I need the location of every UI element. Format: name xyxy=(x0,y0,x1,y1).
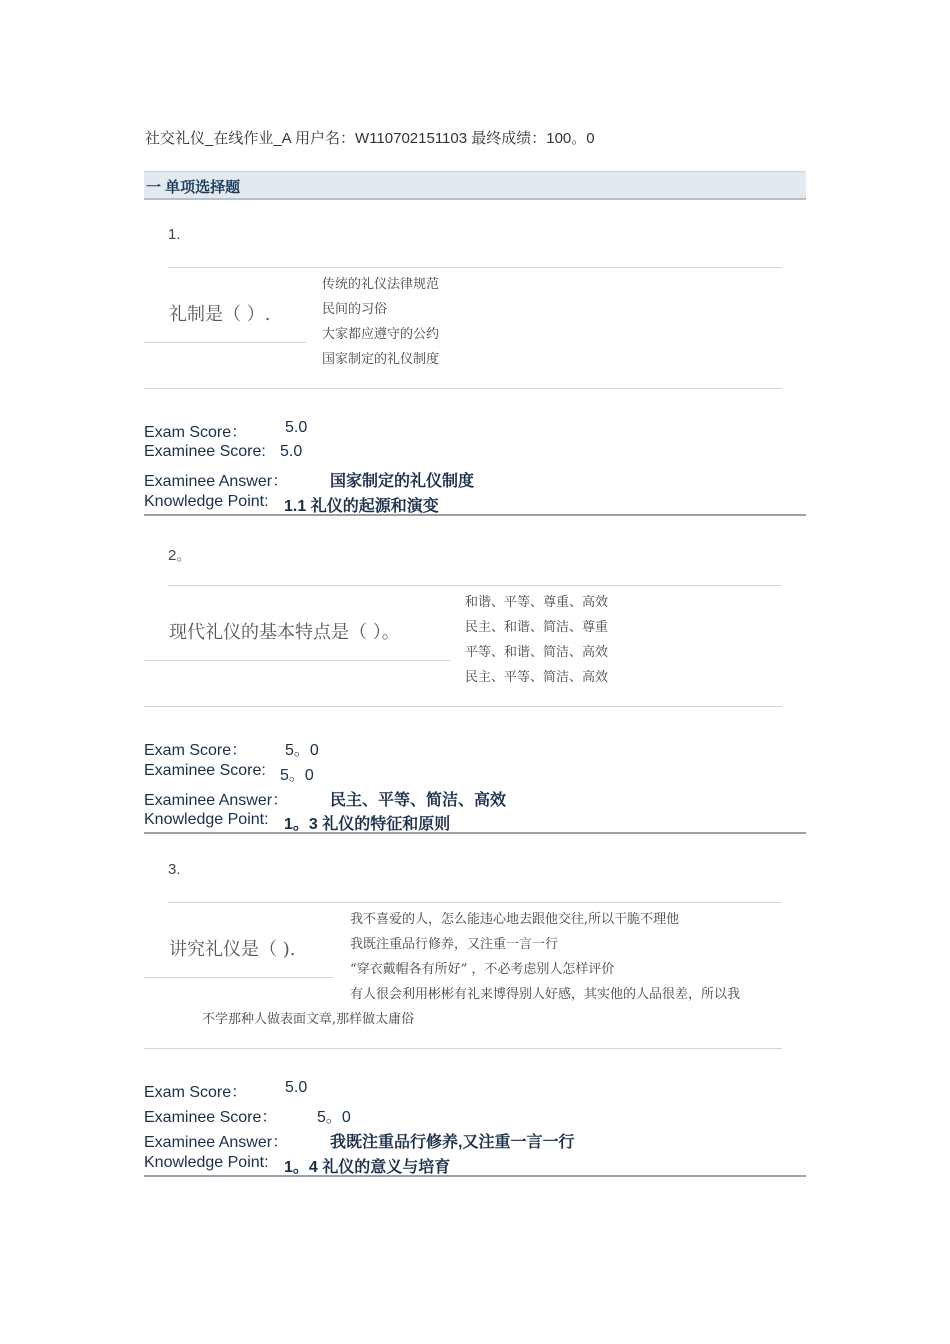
question-number: 1. xyxy=(168,226,181,243)
knowledge-point-label: Knowledge Point: xyxy=(144,811,269,828)
divider xyxy=(168,585,782,586)
section-header-bar xyxy=(144,171,806,200)
question-stem: 现代礼仪的基本特点是（ ）。 xyxy=(169,622,400,643)
examinee-score-label: Examinee Score： xyxy=(144,1109,278,1126)
option-d[interactable]: 国家制定的礼仪制度 xyxy=(322,352,440,367)
exam-score-label: Exam Score： xyxy=(144,424,248,441)
option-c[interactable]: 大家都应遵守的公约 xyxy=(322,327,440,342)
divider xyxy=(168,267,782,268)
divider xyxy=(144,388,782,389)
question-number: 2。 xyxy=(168,547,192,564)
assignment-header: 社交礼仪_在线作业_A 用户名：W110702151103 最终成绩：100。0 xyxy=(145,130,595,147)
examinee-answer-label: Examinee Answer： xyxy=(144,1134,289,1151)
exam-score-value: 5。0 xyxy=(285,742,319,759)
option-c[interactable]: “穿衣戴帽各有所好” ，不必考虑别人怎样评价 xyxy=(350,962,615,977)
examinee-score-label: Examinee Score: xyxy=(144,762,266,779)
option-b[interactable]: 我既注重品行修养，又注重一言一行 xyxy=(350,937,559,952)
examinee-answer-label: Examinee Answer： xyxy=(144,473,289,490)
examinee-score-value: 5.0 xyxy=(280,443,303,460)
examinee-answer-value: 国家制定的礼仪制度 xyxy=(330,473,475,490)
examinee-score-label: Examinee Score: xyxy=(144,443,266,460)
question-stem: 礼制是（ ）. xyxy=(169,304,271,325)
exam-score-label: Exam Score： xyxy=(144,1084,248,1101)
question-number: 3. xyxy=(168,861,181,878)
exam-score-label: Exam Score： xyxy=(144,742,248,759)
question-separator xyxy=(144,832,806,834)
question-stem: 讲究礼仪是（ ). xyxy=(169,939,296,960)
knowledge-point-label: Knowledge Point: xyxy=(144,493,269,510)
divider xyxy=(144,977,334,978)
exam-score-value: 5.0 xyxy=(285,419,308,436)
option-b[interactable]: 民主、和谐、简洁、尊重 xyxy=(465,620,609,635)
option-a[interactable]: 和谐、平等、尊重、高效 xyxy=(465,595,609,610)
knowledge-point-value: 1。3 礼仪的特征和原则 xyxy=(284,816,451,833)
divider xyxy=(144,342,306,343)
divider xyxy=(144,706,782,707)
knowledge-point-value: 1。4 礼仪的意义与培育 xyxy=(284,1159,451,1176)
option-d-continued: 不学那种人做表面文章,那样做太庸俗 xyxy=(202,1012,415,1027)
examinee-answer-value: 我既注重品行修养,又注重一言一行 xyxy=(330,1134,575,1151)
question-separator xyxy=(144,514,806,516)
option-b[interactable]: 民间的习俗 xyxy=(322,302,388,317)
divider xyxy=(144,1048,782,1049)
knowledge-point-label: Knowledge Point: xyxy=(144,1154,269,1171)
option-d[interactable]: 民主、平等、简洁、高效 xyxy=(465,670,609,685)
divider xyxy=(144,660,450,661)
knowledge-point-value: 1.1 礼仪的起源和演变 xyxy=(284,498,439,515)
examinee-answer-value: 民主、平等、简洁、高效 xyxy=(330,792,507,809)
examinee-score-value: 5。0 xyxy=(317,1109,351,1126)
examinee-answer-label: Examinee Answer： xyxy=(144,792,289,809)
examinee-score-value: 5。0 xyxy=(280,767,314,784)
divider xyxy=(168,902,782,903)
exam-score-value: 5.0 xyxy=(285,1079,308,1096)
option-d[interactable]: 有人很会利用彬彬有礼来博得别人好感，其实他的人品很差，所以我 xyxy=(350,987,741,1002)
option-a[interactable]: 我不喜爱的人，怎么能违心地去跟他交往,所以干脆不理他 xyxy=(350,912,680,927)
question-separator xyxy=(144,1175,806,1177)
examinee-score xyxy=(144,443,266,461)
option-c[interactable]: 平等、和谐、简洁、高效 xyxy=(465,645,609,660)
exam-score xyxy=(144,419,247,442)
section-title: 一 单项选择题 xyxy=(146,179,241,196)
option-a[interactable]: 传统的礼仪法律规范 xyxy=(322,277,440,292)
